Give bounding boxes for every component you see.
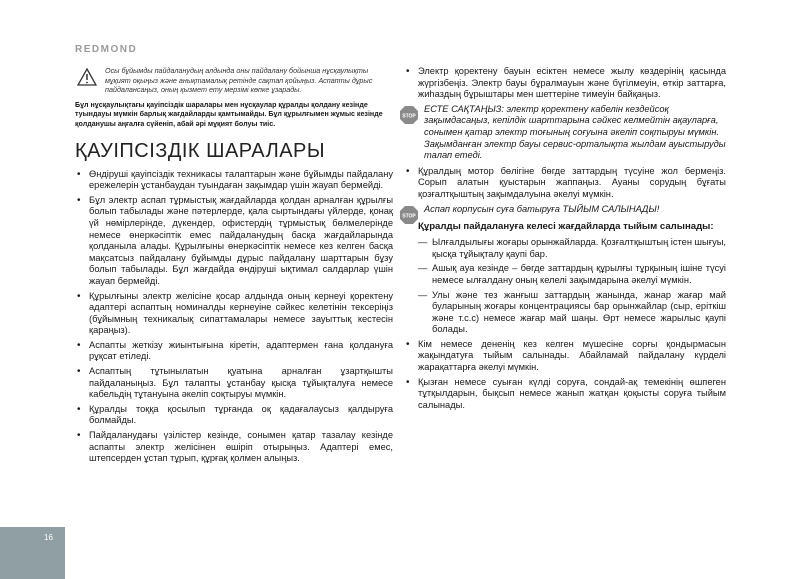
list-item: • Құралдың мотор бөлігіне бөгде заттардың түсуіне жол бермеңіз. Сорып алатын қуыстарын жаппаңыз. Ауаны сорудың бұғаты қозғалтқыштың зақымдалуына әкелуі мүмкін. [406,165,726,199]
right-column [404,66,726,414]
list-item: • Құралды тоққа қосылып тұрғанда оқ қадағалаусыз қалдыруға болмайды. [77,403,393,426]
section-heading: ҚАУІПСІЗДІК ШАРАЛАРЫ [75,139,326,162]
stop-sign-icon [399,205,419,225]
stop-text: Аспап корпусын суға батыруға ТЫЙЫМ САЛЫНАДЫ! [424,203,660,214]
list-item: • Өндіруші қауіпсіздік техникасы талаптарын және бұйымды пайдалану ережелерін ұстанбаудан туындаған зақымдар үшін жауап бермейді. [77,168,393,191]
safety-list-top [404,66,726,101]
page-number: 16 [44,533,53,542]
stop-warning [404,104,726,162]
list-item: • Аспапты жеткізу жиынтығына кіретін, адаптермен ғана қолдануға рұқсат етіледі. [77,339,393,362]
left-column [75,66,393,468]
list-item: • Қызған немесе суыған күлді соруға, сондай-ақ темекінің өшпеген тұтқылдарын, бықсып немесе жанып жатқан қоқысты соруға тыйым салынады. [406,376,726,410]
list-item: • Құрылғыны электр желісіне қосар алдында оның кернеуі қоректену адаптері аспаптың номиналды кернеуіне сәйкес келетінін тексеріңіз (бұйымның техникалық сипаттамалары немесе зауыттық кестесін қараңыз). [77,290,393,336]
stop-warning [402,203,726,219]
stop-sign-icon [399,105,419,125]
brand-logo: REDMOND [75,44,138,55]
svg-text:STOP: STOP [402,113,416,120]
list-item: — Ашық ауа кезінде – бөгде заттардың құрылғы тұрқының ішіне түсуі немесе ылғалдану оның келелі зақымдарына әкелуі мүмкін. [418,263,726,285]
prohibited-list [418,237,726,336]
list-item: • Бұл электр аспап тұрмыстық жағдайларда қолдан арналған құрылғы болып табылады және пәтерлерде, қала сыртындағы үйлерде, қонақ үй нөмірлерінде, дүкендер, офистердің тұрмыстық бөлмелерінде немесе өнеркәсіптік емес пайдаланудың басқа жағдайларында қолданыла алады. Құрылғыны өнеркәсіптік немесе кез келген басқа мақсатсыз пайдалану бұйымды дұрыс пайдалану шарттарын бұзу болып табылады. Бұл жағдайда өндіруші ықтимал салдарлар үшін жауап бермейді. [77,194,393,286]
list-item: — Ылғалдылығы жоғары орынжайларда. Қозғалтқыштың істен шығуы, қысқа тұйықталу қаупі бар. [418,237,727,259]
warning-triangle-icon [77,68,97,86]
page-number-box [0,527,65,579]
safety-bold-note: Бұл нұсқаулықтағы қауіпсіздік шаралары мен нұсқаулар құралды қолдану кезінде туындауы мүмкін барлық жағдайларды қамтымайды. Бұл құрылғымен жұмыс кезінде қолданушы аңғалға сүйеніп, абай әрі мұқият болуы тиіс. [75,100,383,128]
safety-list-bottom [404,339,726,412]
list-item: • Кім немесе дененің кез келген мүшесіне сорғы қондырмасын жақындатуға тыйым салынады. Абайламай пайдалану күрделі жарақаттарға әкелуі мүмкін. [406,338,726,373]
warning-note [75,66,393,95]
stop-text: ЕСТЕ САҚТАҢЫЗ: электр қоректену кабелін кездейсоқ зақымдасаңыз, кепілдік шарттарына сәйкес келмейтін ақауларға, сонымен қатар электр тоғының соғуына әкеліп соқтыруы мүмкін. Зақымданған электр бауы сервис-орталықта жылдам ауыстыруды талап етеді. [424,103,726,161]
list-item: — Улы және тез жанғыш заттардың жанында, жанар жағар май буларының жоғары концентрациясы бар орынжайлар (сыр, еріткіш және т.с.с) немесе жағар май шаңы. Өрт немесе жарылыс қаупі болады. [418,289,726,335]
list-item: • Электр қоректену бауын есіктен немесе жылу көздерінің қасында жүргізбеңіз. Электр бауы бұралмауын және бүгілмеуін, өткір заттарға, жиһаздың бұрыштары мен шеттеріне тимеуін байқаңыз. [406,66,726,100]
list-item: • Аспаптың тұтынылатын қуатына арналған ұзартқышты пайдаланыңыз. Бұл талапты ұстанбау қысқа тұйықталуға немесе кабельдің тұтануына әкеліп соқтыруы мүмкін. [77,366,393,400]
safety-list-mid [404,166,726,201]
prohibited-heading: Құралды пайдалануға келесі жағдайларда тыйым салынады: [418,221,714,233]
svg-text:STOP: STOP [402,212,416,219]
list-item: • Пайдаланудағы үзілістер кезінде, сонымен қатар тазалау кезінде аспапты электр желісінен өшіріп отырыңыз. Адаптері емес, штепсерден ұстап тұрып, құрғақ қолмен алыңыз. [77,430,393,464]
warning-text: Осы бұйымды пайдаланудың алдында оны пайдалану бойынша нұсқаулықты мұқият оқыңыз және анықтамалық ретінде сақтап қойыңыз. Аспапты дұрыс пайдалансаңыз, оның қызмет ету мерзімі көпке ұзарады. [105,66,373,95]
safety-list [75,169,393,465]
